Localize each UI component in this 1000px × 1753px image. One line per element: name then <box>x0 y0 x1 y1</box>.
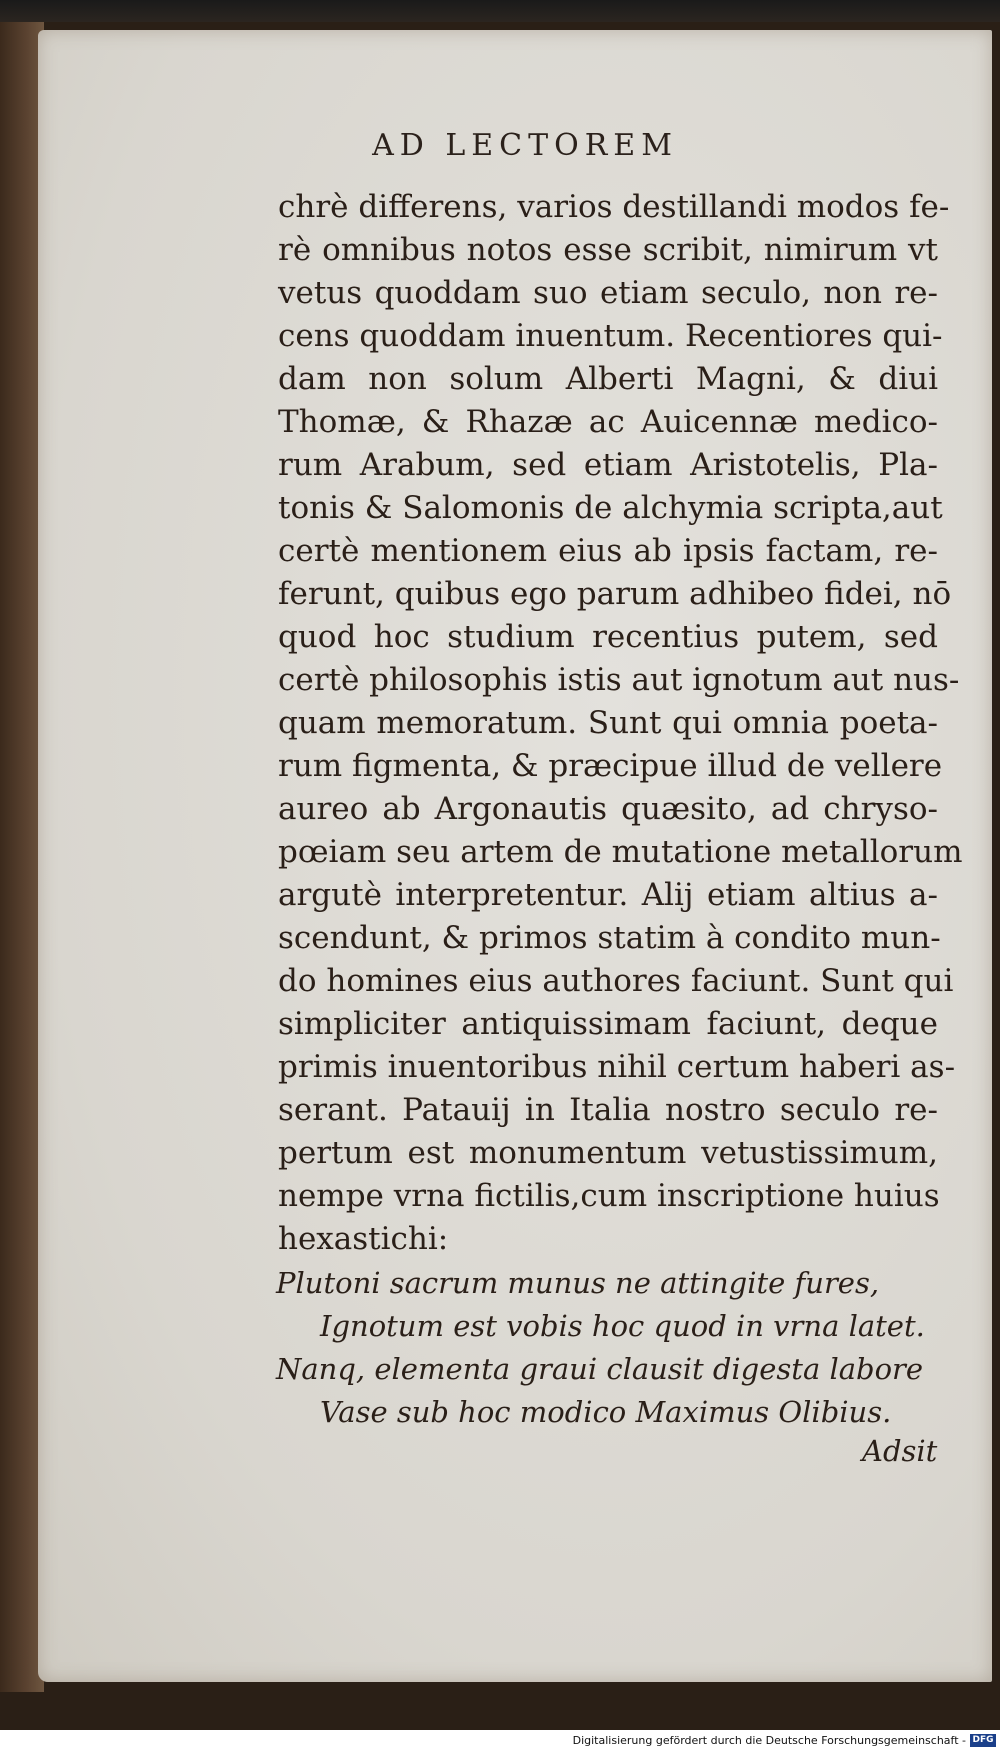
catchword: Adsit <box>862 1434 938 1468</box>
footer-bar <box>0 1730 1000 1753</box>
verse-line: Plutoni sacrum munus ne attingite fures, <box>276 1266 880 1300</box>
text-line: do homines eius authores faciunt. Sunt qui <box>278 963 954 999</box>
verse-line: Nanq, elementa graui clausit digesta labore <box>276 1352 924 1386</box>
text-line: pertum est monumentum vetustissimum, <box>278 1135 938 1171</box>
text-line: rum Arabum, sed etiam Aristotelis, Pla- <box>278 447 938 483</box>
text-line: chrè differens, varios destillandi modos fe- <box>278 189 950 225</box>
text-line: primis inuentoribus nihil certum haberi as- <box>278 1049 956 1085</box>
text-line: tonis & Salomonis de alchymia scripta,aut <box>278 490 943 526</box>
text-line: hexastichi: <box>278 1221 449 1257</box>
text-line: nempe vrna fictilis,cum inscriptione huius <box>278 1178 940 1214</box>
text-line: ferunt, quibus ego parum adhibeo fidei, nō <box>278 576 952 612</box>
verse-line: Ignotum est vobis hoc quod in vrna latet. <box>320 1309 925 1343</box>
text-line: cens quoddam inuentum. Recentiores qui- <box>278 318 943 354</box>
text-line: rum figmenta, & præcipue illud de vellere <box>278 748 943 784</box>
text-line: scendunt, & primos statim à condito mun- <box>278 920 941 956</box>
text-line: serant. Patauij in Italia nostro seculo re- <box>278 1092 938 1128</box>
text-line: certè philosophis istis aut ignotum aut nus- <box>278 662 960 698</box>
text-line: simpliciter antiquissimam faciunt, deque <box>278 1006 938 1042</box>
text-line: certè mentionem eius ab ipsis factam, re- <box>278 533 938 569</box>
text-line: vetus quoddam suo etiam seculo, non re- <box>278 275 938 311</box>
footer-credit: Digitalisierung gefördert durch die Deutsche Forschungsgemeinschaft - <box>572 1734 966 1747</box>
verse-inscription <box>276 1262 946 1434</box>
text-line: Thomæ, & Rhazæ ac Auicennæ medico- <box>278 404 938 440</box>
text-line: aureo ab Argonautis quæsito, ad chryso- <box>278 791 938 827</box>
text-line: argutè interpretentur. Alij etiam altius a- <box>278 877 938 913</box>
text-line: quam memoratum. Sunt qui omnia poeta- <box>278 705 938 741</box>
text-line: dam non solum Alberti Magni, & diui <box>278 361 938 397</box>
scan-top-strip <box>0 0 1000 22</box>
body-text <box>278 186 963 1261</box>
running-title: AD LECTOREM <box>372 128 678 163</box>
text-line: quod hoc studium recentius putem, sed <box>278 619 938 655</box>
verse-line: Vase sub hoc modico Maximus Olibius. <box>320 1395 892 1429</box>
dfg-logo: DFG <box>970 1734 996 1747</box>
text-line: pœiam seu artem de mutatione metallorum <box>278 834 963 870</box>
text-line: rè omnibus notos esse scribit, nimirum vt <box>278 232 938 268</box>
